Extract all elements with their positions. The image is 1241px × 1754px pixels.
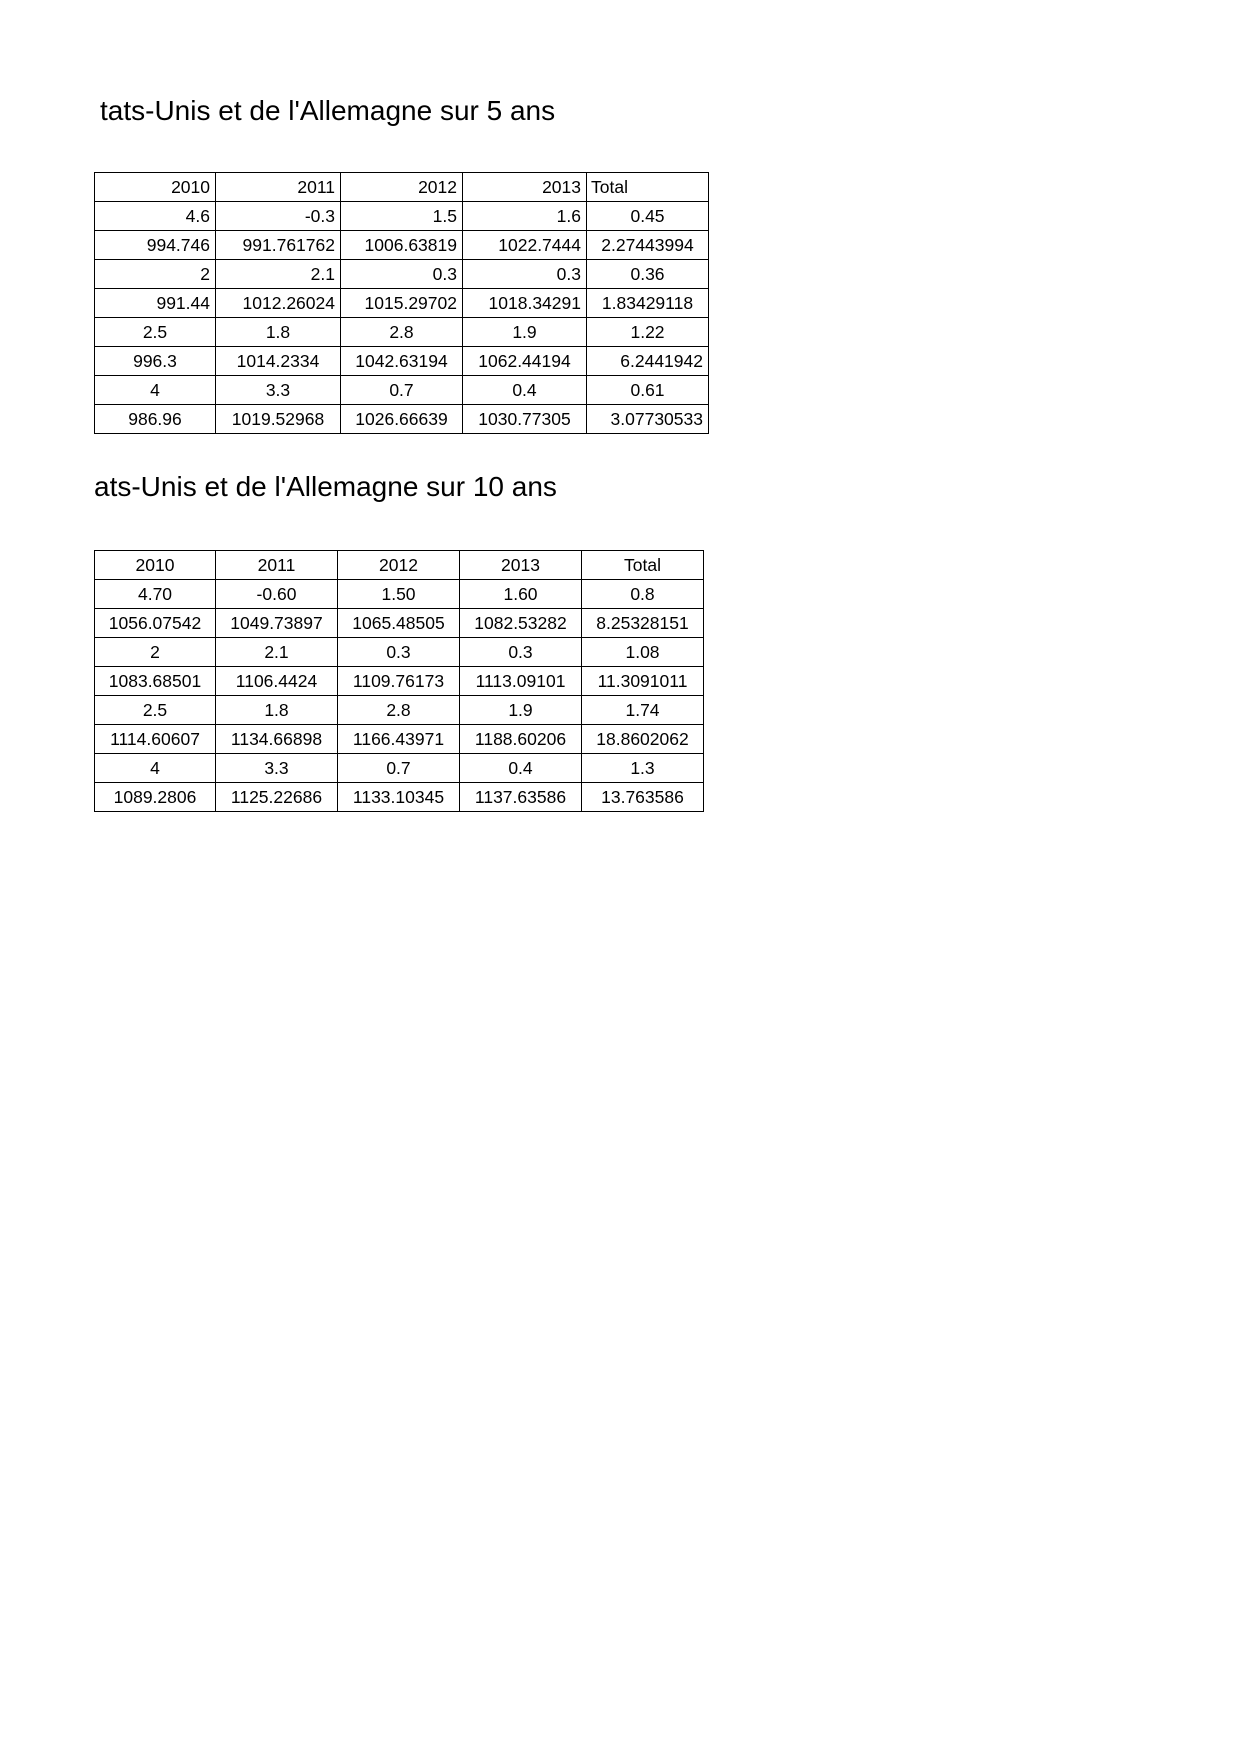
cell: 1012.26024	[216, 289, 341, 318]
cell: 1056.07542	[95, 609, 216, 638]
cell: 1049.73897	[216, 609, 338, 638]
table-header-row	[95, 551, 704, 580]
cell: 0.3	[338, 638, 460, 667]
cell: 2.5	[95, 318, 216, 347]
cell: 0.8	[582, 580, 704, 609]
cell: 8.25328151	[582, 609, 704, 638]
cell: 1113.09101	[460, 667, 582, 696]
cell: 1089.2806	[95, 783, 216, 812]
cell: 3.3	[216, 754, 338, 783]
cell: 1006.63819	[341, 231, 463, 260]
cell: 4.70	[95, 580, 216, 609]
column-header-total: Total	[582, 551, 704, 580]
cell: 1.50	[338, 580, 460, 609]
section-heading-10-ans: ats-Unis et de l'Allemagne sur 10 ans	[94, 471, 557, 502]
table-row	[95, 754, 704, 783]
table-row	[95, 289, 709, 318]
cell: 0.45	[587, 202, 709, 231]
table-5-ans	[94, 172, 709, 434]
cell: 1125.22686	[216, 783, 338, 812]
cell: 1022.7444	[463, 231, 587, 260]
cell: 991.44	[95, 289, 216, 318]
cell: 0.3	[341, 260, 463, 289]
table-row	[95, 231, 709, 260]
cell: 1082.53282	[460, 609, 582, 638]
cell: 1.08	[582, 638, 704, 667]
cell: 2	[95, 638, 216, 667]
cell: 991.761762	[216, 231, 341, 260]
table-header-row	[95, 173, 709, 202]
cell: 1.9	[460, 696, 582, 725]
cell: 986.96	[95, 405, 216, 434]
column-header-total: Total	[587, 173, 709, 202]
cell: 1015.29702	[341, 289, 463, 318]
table-row	[95, 638, 704, 667]
cell: 1134.66898	[216, 725, 338, 754]
column-header-2013: 2013	[463, 173, 587, 202]
cell: 0.36	[587, 260, 709, 289]
table-row	[95, 783, 704, 812]
column-header-2013: 2013	[460, 551, 582, 580]
cell: 1166.43971	[338, 725, 460, 754]
table-row	[95, 609, 704, 638]
table-row	[95, 260, 709, 289]
table-row	[95, 580, 704, 609]
table-row	[95, 667, 704, 696]
cell: 6.2441942	[587, 347, 709, 376]
column-header-2011: 2011	[216, 551, 338, 580]
cell: 1.6	[463, 202, 587, 231]
cell: 2.1	[216, 638, 338, 667]
cell: 0.4	[460, 754, 582, 783]
cell: 1.8	[216, 696, 338, 725]
cell: 4.6	[95, 202, 216, 231]
cell: 2.8	[341, 318, 463, 347]
cell: 1188.60206	[460, 725, 582, 754]
cell: 1109.76173	[338, 667, 460, 696]
cell: 1137.63586	[460, 783, 582, 812]
table-row	[95, 725, 704, 754]
cell: 11.3091011	[582, 667, 704, 696]
column-header-2010: 2010	[95, 551, 216, 580]
cell: 1114.60607	[95, 725, 216, 754]
cell: 1030.77305	[463, 405, 587, 434]
table-row	[95, 376, 709, 405]
cell: 1.9	[463, 318, 587, 347]
cell: -0.60	[216, 580, 338, 609]
table-row	[95, 318, 709, 347]
column-header-2011: 2011	[216, 173, 341, 202]
cell: 0.3	[463, 260, 587, 289]
table-row	[95, 405, 709, 434]
cell: 1014.2334	[216, 347, 341, 376]
cell: 1.5	[341, 202, 463, 231]
cell: 1018.34291	[463, 289, 587, 318]
cell: 0.61	[587, 376, 709, 405]
cell: 0.4	[463, 376, 587, 405]
cell: 1106.4424	[216, 667, 338, 696]
cell: 4	[95, 754, 216, 783]
cell: 1042.63194	[341, 347, 463, 376]
cell: 1133.10345	[338, 783, 460, 812]
column-header-2012: 2012	[338, 551, 460, 580]
cell: 996.3	[95, 347, 216, 376]
cell: 4	[95, 376, 216, 405]
cell: 1.8	[216, 318, 341, 347]
cell: 2.8	[338, 696, 460, 725]
cell: 2.27443994	[587, 231, 709, 260]
cell: 0.7	[338, 754, 460, 783]
table-row	[95, 347, 709, 376]
cell: 3.3	[216, 376, 341, 405]
cell: -0.3	[216, 202, 341, 231]
cell: 2.1	[216, 260, 341, 289]
cell: 1.74	[582, 696, 704, 725]
column-header-2010: 2010	[95, 173, 216, 202]
cell: 994.746	[95, 231, 216, 260]
cell: 1083.68501	[95, 667, 216, 696]
cell: 13.763586	[582, 783, 704, 812]
cell: 0.7	[341, 376, 463, 405]
cell: 1065.48505	[338, 609, 460, 638]
cell: 18.8602062	[582, 725, 704, 754]
column-header-2012: 2012	[341, 173, 463, 202]
section-heading-5-ans: tats-Unis et de l'Allemagne sur 5 ans	[100, 95, 556, 126]
cell: 2	[95, 260, 216, 289]
cell: 1019.52968	[216, 405, 341, 434]
cell: 0.3	[460, 638, 582, 667]
cell: 1026.66639	[341, 405, 463, 434]
cell: 1.60	[460, 580, 582, 609]
table-row	[95, 696, 704, 725]
cell: 3.07730533	[587, 405, 709, 434]
cell: 1.83429118	[587, 289, 709, 318]
cell: 1.3	[582, 754, 704, 783]
cell: 2.5	[95, 696, 216, 725]
table-row	[95, 202, 709, 231]
cell: 1062.44194	[463, 347, 587, 376]
table-10-ans	[94, 550, 704, 812]
cell: 1.22	[587, 318, 709, 347]
